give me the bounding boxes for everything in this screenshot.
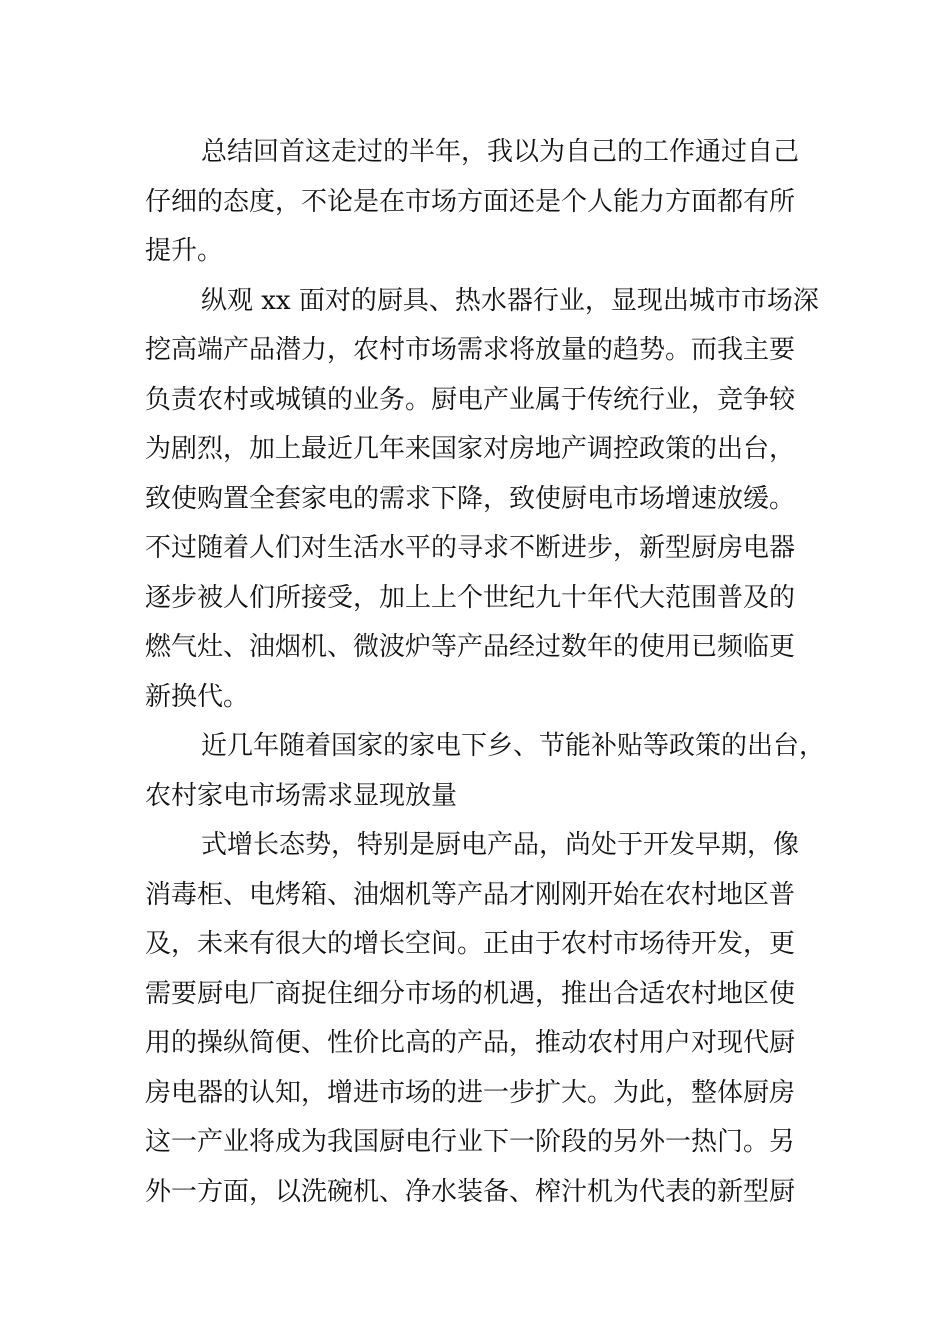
text-line: 需要厨电厂商捉住细分市场的机遇，推出合适农村地区使 [145, 978, 796, 1009]
text-line: 纵观 xx 面对的厨具、热水器行业，显现出城市市场深 [201, 285, 819, 316]
paragraph-3 [145, 722, 825, 821]
text-line: 及，未来有很大的增长空间。正由于农村市场待开发，更 [145, 929, 796, 959]
text-line: 消毒柜、电烤箱、油烟机等产品才刚刚开始在农村地区普 [145, 879, 796, 910]
paragraph-1 [145, 128, 825, 277]
text-line: 挖高端产品潜力，农村市场需求将放量的趋势。而我主要 [145, 335, 796, 365]
text-line: 这一产业将成为我国厨电行业下一阶段的另外一热门。另 [145, 1127, 796, 1157]
text-line: 农村家电市场需求显现放量 [145, 780, 458, 811]
text-line: 不过随着人们对生活水平的寻求不断进步，新型厨房电器 [145, 533, 796, 563]
text-line: 致使购置全套家电的需求下降，致使厨电市场增速放缓。 [145, 483, 796, 514]
text-line: 外一方面，以洗碗机、净水装备、榨汁机为代表的新型厨 [145, 1176, 796, 1207]
text-line: 负责农村或城镇的业务。厨电产业属于传统行业，竞争较 [145, 384, 796, 415]
text-line: 逐步被人们所接受，加上上个世纪九十年代大范围普及的 [145, 582, 796, 613]
text-line: 燃气灶、油烟机、微波炉等产品经过数年的使用已频临更 [145, 632, 796, 662]
text-line: 仔细的态度，不论是在市场方面还是个人能力方面都有所 [145, 186, 796, 217]
paragraph-2 [145, 277, 825, 723]
text-line: 总结回首这走过的半年，我以为自己的工作通过自己 [201, 137, 800, 167]
text-line: 房电器的认知，增进市场的进一步扩大。为此，整体厨房 [145, 1077, 796, 1108]
text-line: 近几年随着国家的家电下乡、节能补贴等政策的出台， [201, 731, 826, 761]
text-line: 用的操纵简便、性价比高的产品，推动农村用户对现代厨 [145, 1028, 796, 1058]
text-line: 提升。 [145, 236, 224, 266]
text-line: 式增长态势，特别是厨电产品，尚处于开发早期，像 [201, 830, 800, 860]
document-body [145, 128, 825, 1217]
paragraph-4 [145, 821, 825, 1217]
text-line: 为剧烈，加上最近几年来国家对房地产调控政策的出台， [145, 434, 796, 464]
text-line: 新换代。 [145, 681, 250, 712]
